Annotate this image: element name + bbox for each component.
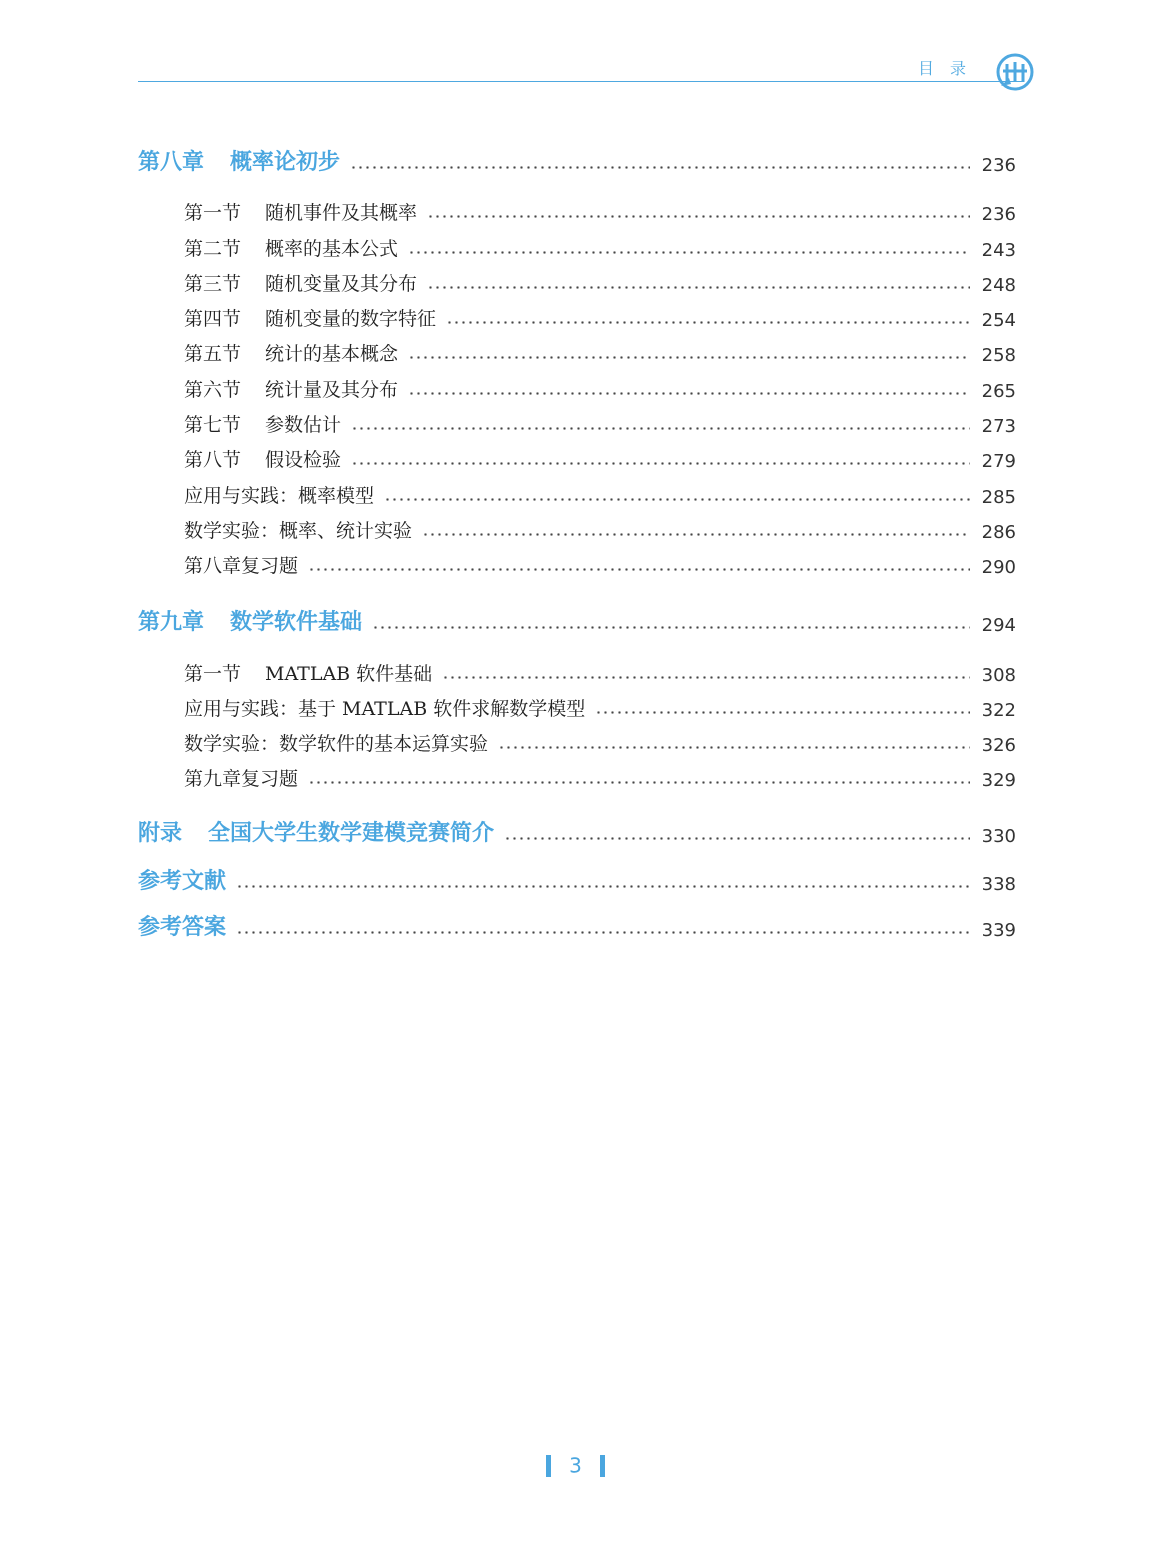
section-number: 第二节 — [184, 237, 242, 260]
page-number: 290 — [981, 557, 1016, 579]
toc-section-entry[interactable] — [138, 261, 1016, 296]
leader-dots — [384, 498, 970, 501]
page-number: 236 — [981, 155, 1016, 176]
running-header-title: 目录 — [918, 59, 983, 78]
header-rule — [138, 81, 1022, 82]
footer-page-number: 3 — [569, 1453, 582, 1478]
page-number: 243 — [981, 239, 1016, 261]
section-title: 应用与实践：概率模型 — [184, 484, 375, 507]
answers-title: 参考答案 — [138, 914, 227, 941]
toc-answers[interactable] — [138, 895, 1016, 941]
appendix-title: 全国大学生数学建模竞赛简介 — [208, 820, 495, 847]
toc-section-entry[interactable] — [138, 366, 1016, 401]
section-title: 随机变量的数字特征 — [265, 308, 437, 331]
section-title: 参数估计 — [265, 414, 342, 437]
book-logo-icon — [995, 52, 1035, 92]
toc-section-entry[interactable] — [138, 650, 1016, 685]
leader-dots — [595, 711, 970, 714]
toc-section-entry[interactable] — [138, 686, 1016, 721]
footer-bar-left — [546, 1455, 551, 1477]
page-number: 322 — [981, 699, 1016, 721]
leader-dots — [236, 931, 970, 934]
toc-section-entry[interactable] — [138, 296, 1016, 331]
toc-section-entry[interactable] — [138, 543, 1016, 578]
page-number: 279 — [981, 451, 1016, 473]
toc-appendix[interactable] — [138, 801, 1016, 847]
page-number: 265 — [981, 380, 1016, 402]
section-title: 随机事件及其概率 — [265, 202, 418, 225]
leader-dots — [408, 251, 970, 254]
toc-section-entry[interactable] — [138, 508, 1016, 543]
footer-bar-right — [600, 1455, 605, 1477]
leader-dots — [351, 462, 970, 465]
section-number: 第一节 — [184, 662, 242, 685]
toc-section-entry[interactable] — [138, 472, 1016, 507]
toc-references[interactable] — [138, 855, 1016, 895]
leader-dots — [236, 885, 970, 888]
leader-dots — [350, 166, 970, 169]
page-number: 294 — [981, 615, 1016, 637]
chapter-title: 概率论初步 — [230, 149, 341, 175]
section-title: 假设检验 — [265, 449, 342, 472]
section-title: 应用与实践：基于 MATLAB 软件求解数学模型 — [184, 697, 586, 720]
leader-dots — [504, 837, 970, 840]
page-number: 236 — [981, 204, 1016, 226]
table-of-contents — [138, 130, 1016, 941]
leader-dots — [498, 746, 970, 749]
section-number: 第三节 — [184, 272, 242, 295]
chapter-number: 第八章 — [138, 149, 205, 175]
section-number: 第一节 — [184, 202, 242, 225]
section-title: 随机变量及其分布 — [265, 272, 418, 295]
page-number: 286 — [981, 521, 1016, 543]
section-title: 统计量及其分布 — [265, 378, 399, 401]
leader-dots — [408, 356, 970, 359]
references-title: 参考文献 — [138, 868, 227, 895]
page-number: 285 — [981, 486, 1016, 508]
toc-section-entry[interactable] — [138, 225, 1016, 260]
leader-dots — [408, 392, 970, 395]
leader-dots — [442, 676, 970, 679]
toc-section-entry[interactable] — [138, 756, 1016, 791]
section-title: 第八章复习题 — [184, 555, 299, 578]
toc-section-entry[interactable] — [138, 331, 1016, 366]
toc-section-entry[interactable] — [138, 402, 1016, 437]
section-number: 第四节 — [184, 308, 242, 331]
page-number: 326 — [981, 735, 1016, 757]
page-number: 329 — [981, 770, 1016, 792]
leader-dots — [308, 568, 970, 571]
page-number: 330 — [981, 826, 1016, 848]
section-title: MATLAB 软件基础 — [265, 662, 433, 685]
page-number: 248 — [981, 274, 1016, 296]
appendix-label: 附录 — [138, 820, 183, 847]
toc-chapter-9[interactable] — [138, 590, 1016, 636]
page-number: 273 — [981, 416, 1016, 438]
leader-dots — [351, 427, 970, 430]
leader-dots — [427, 215, 970, 218]
leader-dots — [372, 626, 970, 629]
leader-dots — [427, 286, 970, 289]
toc-section-entry[interactable] — [138, 437, 1016, 472]
section-number: 第六节 — [184, 378, 242, 401]
section-title: 概率的基本公式 — [265, 237, 399, 260]
page-number: 339 — [981, 920, 1016, 942]
section-title: 数学实验：数学软件的基本运算实验 — [184, 733, 489, 756]
toc-section-entry[interactable] — [138, 721, 1016, 756]
leader-dots — [446, 321, 970, 324]
section-title: 数学实验：概率、统计实验 — [184, 519, 413, 542]
chapter-title: 数学软件基础 — [230, 609, 363, 636]
chapter-number: 第九章 — [138, 609, 205, 636]
page-number: 254 — [981, 310, 1016, 332]
leader-dots — [308, 781, 970, 784]
section-number: 第八节 — [184, 449, 242, 472]
section-number: 第七节 — [184, 414, 242, 437]
section-title: 统计的基本概念 — [265, 343, 399, 366]
page-number: 338 — [981, 874, 1016, 896]
toc-section-entry[interactable] — [138, 190, 1016, 225]
page-footer — [0, 1452, 1151, 1478]
toc-chapter-8[interactable] — [138, 130, 1016, 176]
leader-dots — [422, 533, 970, 536]
section-title: 第九章复习题 — [184, 768, 299, 791]
page-number: 308 — [981, 664, 1016, 686]
section-number: 第五节 — [184, 343, 242, 366]
page-number: 258 — [981, 345, 1016, 367]
